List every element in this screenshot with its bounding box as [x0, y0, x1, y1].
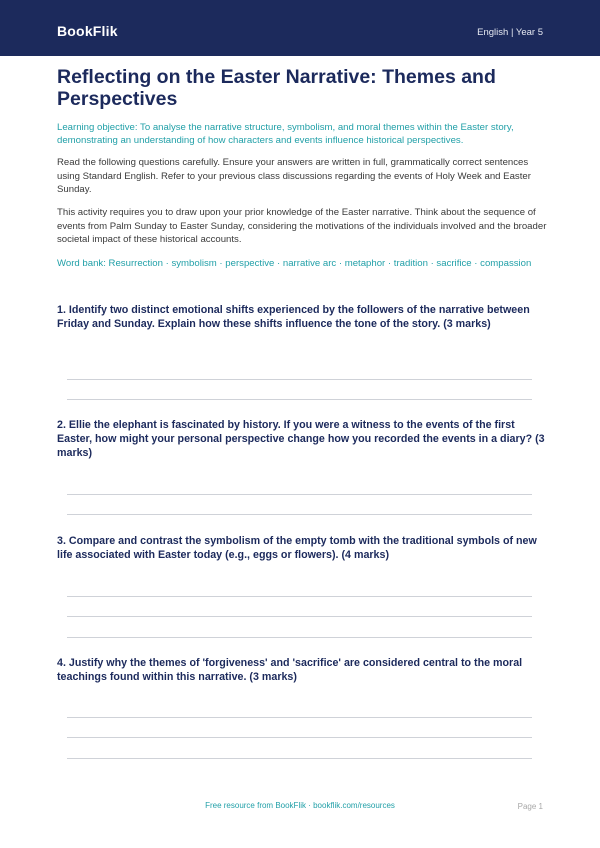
answer-line[interactable] — [67, 637, 532, 638]
question-4: 4. Justify why the themes of 'forgiveness' and 'sacrifice' are considered central to the moral teachings found within this narrative. (3 marks) — [57, 657, 523, 683]
answer-line[interactable] — [67, 758, 532, 759]
learning-objective: Learning objective: To analyse the narrative structure, symbolism, and moral themes within the Easter story, demonstrating an understanding of how characters and events influence historical perspectives. — [57, 122, 514, 146]
header-bar — [0, 0, 600, 56]
footer-credit: Free resource from BookFlik · bookflik.com/resources — [205, 801, 395, 810]
answer-line[interactable] — [67, 616, 532, 617]
page-title: Reflecting on the Easter Narrative: Themes and Perspectives — [57, 66, 496, 110]
answer-line[interactable] — [67, 494, 532, 495]
subject-year-label: English | Year 5 — [477, 27, 543, 38]
answer-line[interactable] — [67, 717, 532, 718]
answer-line[interactable] — [67, 596, 532, 597]
answer-line[interactable] — [67, 737, 532, 738]
page-number: Page 1 — [517, 802, 543, 811]
question-3: 3. Compare and contrast the symbolism of the empty tomb with the traditional symbols of new life associated with Easter today (e.g., eggs or flowers). (4 marks) — [57, 535, 537, 561]
question-2: 2. Ellie the elephant is fascinated by history. If you were a witness to the events of the first Easter, how might your personal perspective change how you recorded the events in a diary? (3 marks) — [57, 419, 545, 459]
answer-line[interactable] — [67, 399, 532, 400]
word-bank: Word bank: Resurrection · symbolism · perspective · narrative arc · metaphor · tradition · sacrifice · compassion — [57, 258, 532, 269]
answer-line[interactable] — [67, 514, 532, 515]
context-paragraph: This activity requires you to draw upon your prior knowledge of the Easter narrative. Think about the sequence of events from Palm Sunday to Easter Sunday, considering the motivations of the individuals involved and the broader societal impact of these historical accounts. — [57, 207, 547, 245]
instructions-paragraph: Read the following questions carefully. Ensure your answers are written in full, grammatically correct sentences using Standard English. Refer to your previous class discussions regarding the events of Holy Week and Easter Sunday. — [57, 157, 531, 195]
question-1: 1. Identify two distinct emotional shifts experienced by the followers of the narrative between Friday and Sunday. Explain how these shifts influence the tone of the story. (3 marks) — [57, 304, 530, 330]
answer-line[interactable] — [67, 379, 532, 380]
brand-logo: BookFlik — [57, 23, 118, 39]
